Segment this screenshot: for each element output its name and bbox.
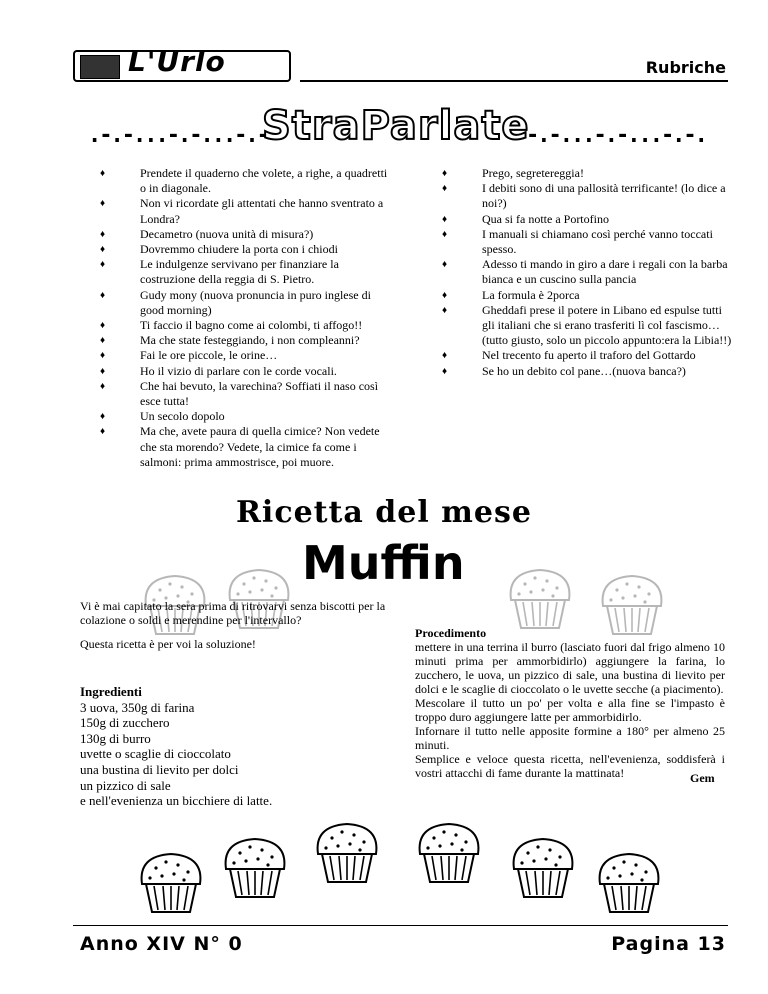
list-item: ♦ Prego, segretereggia! <box>442 166 584 180</box>
ingredient-line: un pizzico di sale <box>80 777 171 793</box>
author-signature: Gem <box>690 771 715 785</box>
diamond-bullet-icon: ♦ <box>100 320 106 332</box>
list-item: ♦ Non vi ricordate gli attentati che hanno sventrato a Londra? <box>100 196 384 226</box>
ingredients-block <box>80 684 380 809</box>
list-item: ♦ Gheddafi prese il potere in Libano ed espulse tutti gli italiani che si erano trasferiti lì col fascismo…(tutto giusto, solo un piccolo appunto:era la Libia!!) <box>442 302 732 348</box>
procedure-paragraph: mettere in una terrina il burro (lasciato fuori dal frigo almeno 10 minuti prima per ammorbidirlo) aggiungere la farina, lo zucchero, le uova, un pizzico di sale, una bustina di lievito per dolci e le scaglie di cioccolato o le uvette secche (a piacimento). <box>415 640 725 696</box>
quotes-list-right <box>442 166 732 379</box>
list-item: ♦ Ho il vizio di parlare con le corde vocali. <box>100 363 337 378</box>
list-item: ♦ La formula è 2porca <box>442 287 580 302</box>
diamond-bullet-icon: ♦ <box>100 289 106 301</box>
diamond-bullet-icon: ♦ <box>100 228 106 240</box>
muffin-watermark-icon <box>505 566 575 630</box>
list-item: ♦ Nel trecento fu aperto il traforo del Gottardo <box>442 348 696 363</box>
title-decoration-right: -.-...-.-...-.-. <box>526 123 706 148</box>
footer-rule <box>73 925 728 926</box>
procedure-paragraph: Infornare il tutto nelle apposite formine a 180° per almeno 25 minuti. <box>415 724 725 752</box>
diamond-bullet-icon: ♦ <box>442 350 448 362</box>
title-decoration-left: .-.-...-.-...-.- <box>88 123 268 148</box>
ingredient-line: 150g di zucchero <box>80 715 170 731</box>
list-item: ♦ Un secolo dopolo <box>100 409 225 424</box>
diamond-bullet-icon: ♦ <box>442 365 448 377</box>
ingredient-line: 3 uova, 350g di farina <box>80 699 195 715</box>
diamond-bullet-icon: ♦ <box>442 213 448 225</box>
magazine-logo: L'Urlo <box>128 45 226 78</box>
ingredients-title: Ingredienti <box>80 684 142 699</box>
diamond-bullet-icon: ♦ <box>100 244 106 256</box>
diamond-bullet-icon: ♦ <box>442 228 448 240</box>
list-item: ♦ Ma che, avete paura di quella cimice? Non vedete che sta morendo? Vedete, la cimice fa come i salmoni: prima ammostrisce, poi muore. <box>100 424 380 469</box>
recipe-section-title: Ricetta del mese <box>236 495 532 530</box>
diamond-bullet-icon: ♦ <box>100 259 106 271</box>
section-label: Rubriche <box>645 58 726 77</box>
diamond-bullet-icon: ♦ <box>442 289 448 301</box>
procedure-paragraph: Semplice e veloce questa ricetta, nell'evenienza, soddisferà i vostri attacchi di fame durante la mattinata! <box>415 752 725 780</box>
list-item: ♦ Fai le ore piccole, le orine… <box>100 348 278 363</box>
list-item: ♦ Se ho un debito col pane…(nuova banca?) <box>442 363 686 378</box>
list-item: ♦ I debiti sono di una pallosità terrificante! (lo dice a noi?) <box>442 181 726 211</box>
diamond-bullet-icon: ♦ <box>100 198 106 210</box>
diamond-bullet-icon: ♦ <box>100 168 106 179</box>
muffin-illustration-icon <box>220 835 290 899</box>
ingredient-line: una bustina di lievito per dolci <box>80 761 239 777</box>
muffin-illustration-icon <box>136 850 206 914</box>
issue-number: Anno XIV N° 0 <box>80 933 243 955</box>
muffin-illustration-icon <box>594 850 664 914</box>
quotes-list-left <box>100 166 390 470</box>
procedure-block <box>415 626 725 780</box>
list-item: ♦ I manuali si chiamano così perché vanno toccati spesso. <box>442 226 713 257</box>
list-item: ♦ Ti faccio il bagno come ai colombi, ti affogo!! <box>100 318 363 333</box>
diamond-bullet-icon: ♦ <box>100 380 106 392</box>
scream-face-icon <box>80 55 120 79</box>
list-item: ♦ Dovremmo chiudere la porta con i chiodi <box>100 242 338 257</box>
diamond-bullet-icon: ♦ <box>442 183 448 195</box>
muffin-illustration-icon <box>312 820 382 884</box>
ingredient-line: 130g di burro <box>80 730 151 746</box>
muffin-illustration-icon <box>508 835 578 899</box>
header-rule <box>300 80 728 82</box>
page-number: Pagina 13 <box>611 933 726 955</box>
recipe-title: Muffin <box>302 536 465 590</box>
list-item: ♦ Qua si fa notte a Portofino <box>442 211 609 226</box>
procedure-title: Procedimento <box>415 626 487 640</box>
recipe-intro <box>80 599 390 661</box>
straparlate-title: StraParlate <box>262 103 530 149</box>
diamond-bullet-icon: ♦ <box>442 168 448 179</box>
ingredient-line: uvette o scaglie di cioccolato <box>80 746 231 762</box>
list-item: ♦ Decametro (nuova unità di misura?) <box>100 226 314 241</box>
diamond-bullet-icon: ♦ <box>442 304 448 316</box>
intro-paragraph: Questa ricetta è per voi la soluzione! <box>80 637 256 651</box>
diamond-bullet-icon: ♦ <box>100 426 106 438</box>
muffin-illustration-icon <box>414 820 484 884</box>
diamond-bullet-icon: ♦ <box>100 350 106 362</box>
procedure-paragraph: Mescolare il tutto un po' per volta e alla fine se l'impasto è troppo duro aggiungere latte per ammorbidirlo. <box>415 696 725 724</box>
diamond-bullet-icon: ♦ <box>442 259 448 271</box>
list-item: ♦ Ma che state festeggiando, i non compleanni? <box>100 333 360 348</box>
diamond-bullet-icon: ♦ <box>100 411 106 423</box>
ingredient-line: e nell'evenienza un bicchiere di latte. <box>80 793 273 809</box>
list-item: ♦ Che hai bevuto, la varechina? Soffiati il naso così esce tutta! <box>100 378 379 409</box>
diamond-bullet-icon: ♦ <box>100 365 106 377</box>
intro-paragraph: Vi è mai capitato la sera prima di ritrovarvi senza biscotti per la colazione o soldi e merendine per l'intervallo? <box>80 599 386 627</box>
list-item: ♦ Le indulgenze servivano per finanziare la costruzione della reggia di S. Pietro. <box>100 257 339 287</box>
list-item: ♦ Gudy mony (nuova pronuncia in puro inglese di good morning) <box>100 287 371 317</box>
diamond-bullet-icon: ♦ <box>100 335 106 347</box>
list-item: ♦ Prendete il quaderno che volete, a righe, a quadretti o in diagonale. <box>100 166 388 196</box>
list-item: ♦ Adesso ti mando in giro a dare i regali con la barba bianca e un cuscino sulla pancia <box>442 257 728 287</box>
